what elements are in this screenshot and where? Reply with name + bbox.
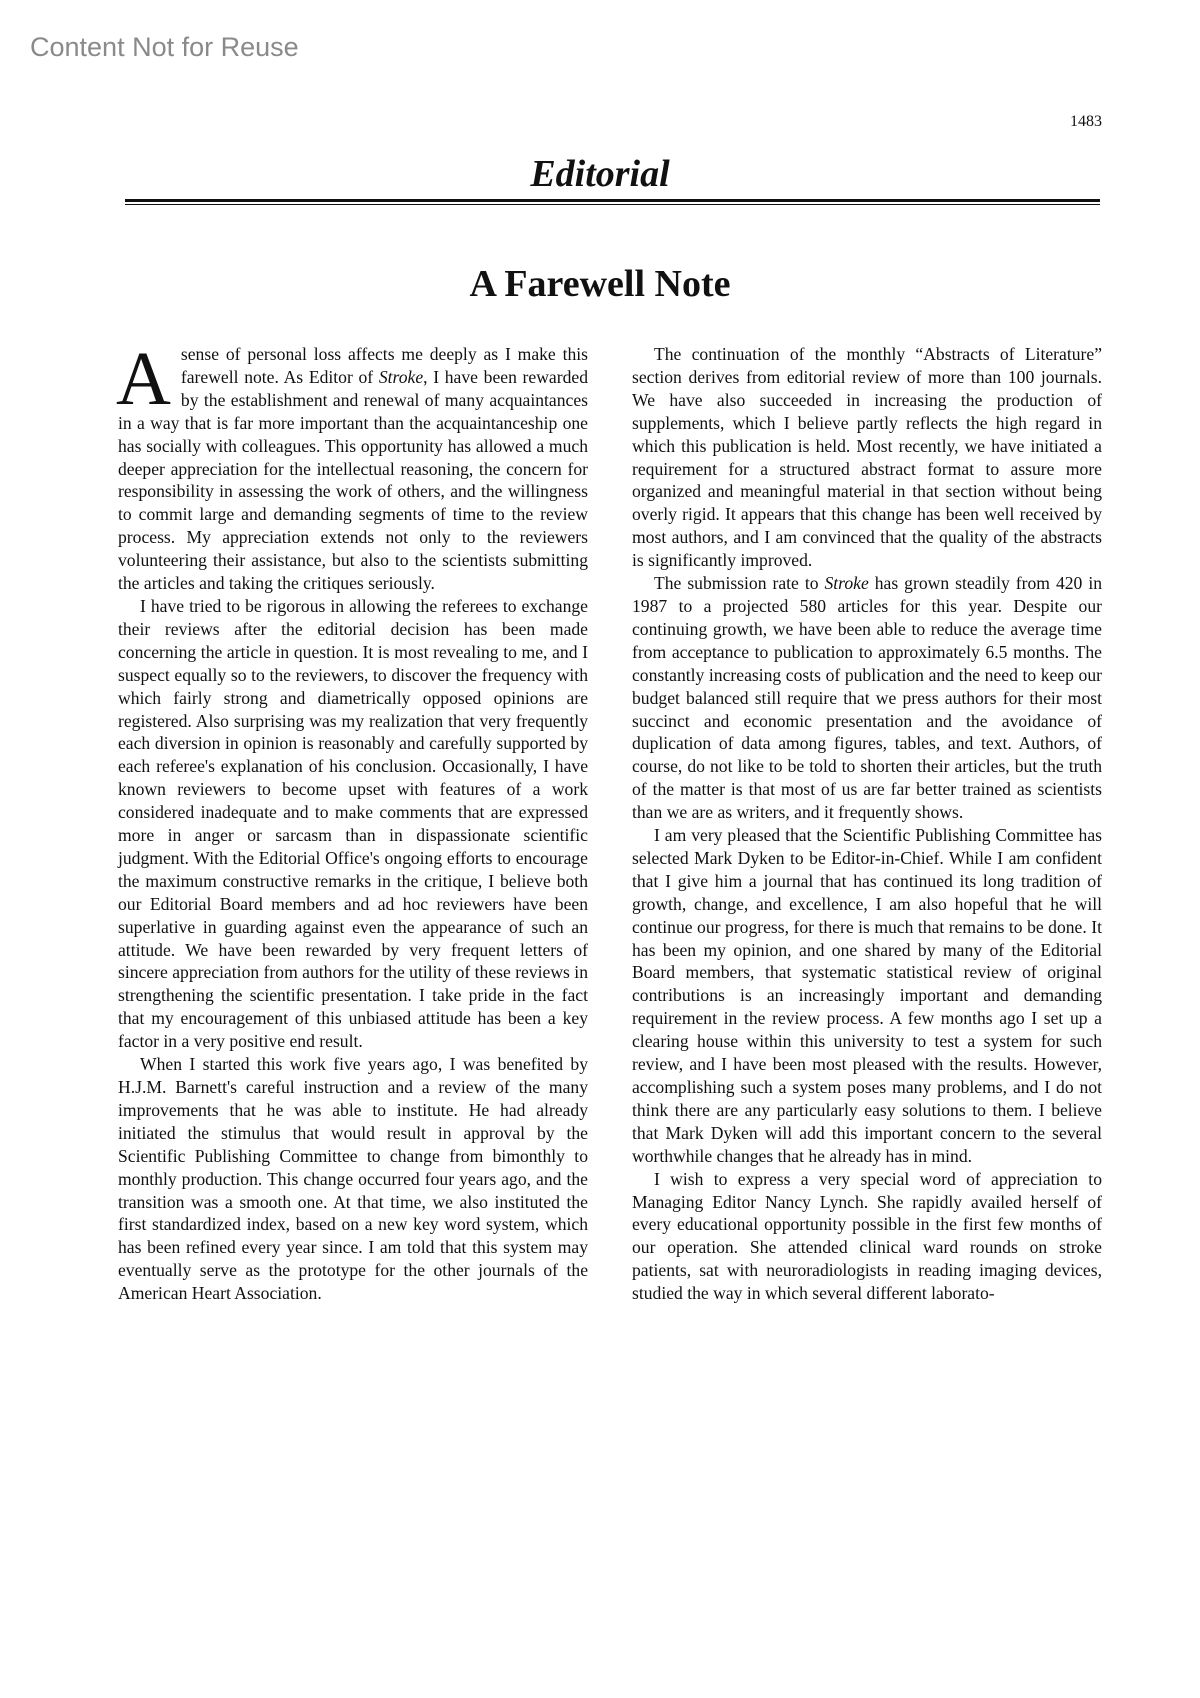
- heading-rule-thin: [125, 204, 1100, 205]
- right-column: [632, 343, 1102, 1305]
- section-heading: Editorial: [530, 153, 670, 195]
- paragraph: When I started this work five years ago, I was benefited by H.J.M. Barnett's careful instruction and a review of the many improvements that he was able to institute. He had already initiated the stimulus that would result in approval by the Scientific Publishing Committee to change from bimonthly to monthly production. This change occurred four years ago, and the transition was a smooth one. At that time, we also instituted the first standardized index, based on a new key word system, which has been refined every year since. I am told that this system may eventually serve as the prototype for the other journals of the American Heart Association.: [118, 1054, 588, 1304]
- paragraph: I have tried to be rigorous in allowing the referees to exchange their reviews after the editorial decision has been made concerning the article in question. It is most revealing to me, and I suspect equally so to the reviewers, to discover the frequency with which fairly strong and diametrically opposed opinions are registered. Also surprising was my realization that very frequently each diversion in opinion is reasonably and carefully supported by each referee's explanation of his conclusion. Occasionally, I have known reviewers to become upset with features of a work considered inadequate and to make comments that are expressed more in anger or sarcasm than in dispassionate scientific judgment. With the Editorial Office's ongoing efforts to encourage the maximum constructive remarks in the critique, I believe both our Editorial Board members and ad hoc reviewers have been superlative in guarding against even the appearance of such an attitude. We have been rewarded by very frequent letters of sincere appreciation from authors for the utility of these reviews in strengthening the scientific presentation. I take pride in the fact that my encouragement of this unbiased attitude has been a key factor in a very positive end result.: [118, 595, 588, 1052]
- drop-cap: A: [116, 337, 171, 421]
- paragraph: I am very pleased that the Scientific Publishing Committee has selected Mark Dyken to be Editor-in-Chief. While I am confident that I give him a journal that has continued its long tradition of growth, change, and excellence, I am also hopeful that he will continue our progress, for there is much that remains to be done. It has been my opinion, and one shared by many of the Editorial Board members, that systematic statistical review of original contributions is an increasingly important and demanding requirement in the review process. A few months ago I set up a clearing house within this university to test a system for such review, and I have been most pleased with the results. However, accomplishing such a system poses many problems, and I do not think there are any particularly easy solutions to them. I believe that Mark Dyken will add this important concern to the several worthwhile changes that he already has in mind.: [632, 825, 1102, 1166]
- paragraph-text: The submission rate to: [654, 573, 825, 594]
- page-number: 1483: [1070, 113, 1102, 130]
- journal-name: Stroke: [824, 573, 869, 594]
- paragraph: The continuation of the monthly “Abstracts of Literature” section derives from editorial review of more than 100 journals. We have also succeeded in increasing the production of supplements, which I believe partly reflects the high regard in which this publication is held. Most recently, we have initiated a requirement for a structured abstract format to assure more organized and meaningful material in that section without being overly rigid. It appears that this change has been well received by most authors, and I am convinced that the quality of the abstracts is significantly improved.: [632, 344, 1102, 571]
- heading-rule-thick: [125, 199, 1100, 202]
- article-title: A Farewell Note: [469, 263, 731, 305]
- paragraph: [116, 337, 588, 595]
- paragraph-text: , I have been rewarded by the establishment and renewal of many acquaintances in a way that is far more important than the acquaintanceship one has socially with colleagues. This opportunity has allowed a much deeper appreciation for the intellectual reasoning, the concern for responsibility in assessing the work of others, and the willingness to commit large and demanding segments of time to the review process. My appreciation extends not only to the reviewers volunteering their assistance, but also to the scientists submitting the articles and taking the critiques seriously.: [118, 366, 588, 594]
- watermark: Content Not for Reuse: [30, 32, 299, 62]
- paragraph-text: sense of personal loss affects me deeply as I make this farewell note. As Editor of: [180, 344, 588, 387]
- left-column: [116, 337, 588, 1305]
- paragraph: [632, 572, 1102, 824]
- paragraph: I wish to express a very special word of appreciation to Managing Editor Nancy Lynch. She rapidly availed herself of every educational opportunity possible in the first few months of our operation. She attended clinical ward rounds on stroke patients, sat with neuroradiologists in reading imaging devices, studied the way in which several different laborato-: [632, 1168, 1102, 1304]
- journal-name: Stroke: [378, 366, 424, 387]
- paragraph-text: has grown steadily from 420 in 1987 to a projected 580 articles for this year. Despite our continuing growth, we have been able to reduce the average time from acceptance to publication to approximately 6.5 months. The constantly increasing costs of publication and the need to keep our budget balanced still require that we press authors for their most succinct and economic presentation and the avoidance of duplication of data among figures, tables, and text. Authors, of course, do not like to be told to shorten their articles, but the truth of the matter is that most of us are far better trained as scientists than we are as writers, and it frequently shows.: [632, 573, 1103, 823]
